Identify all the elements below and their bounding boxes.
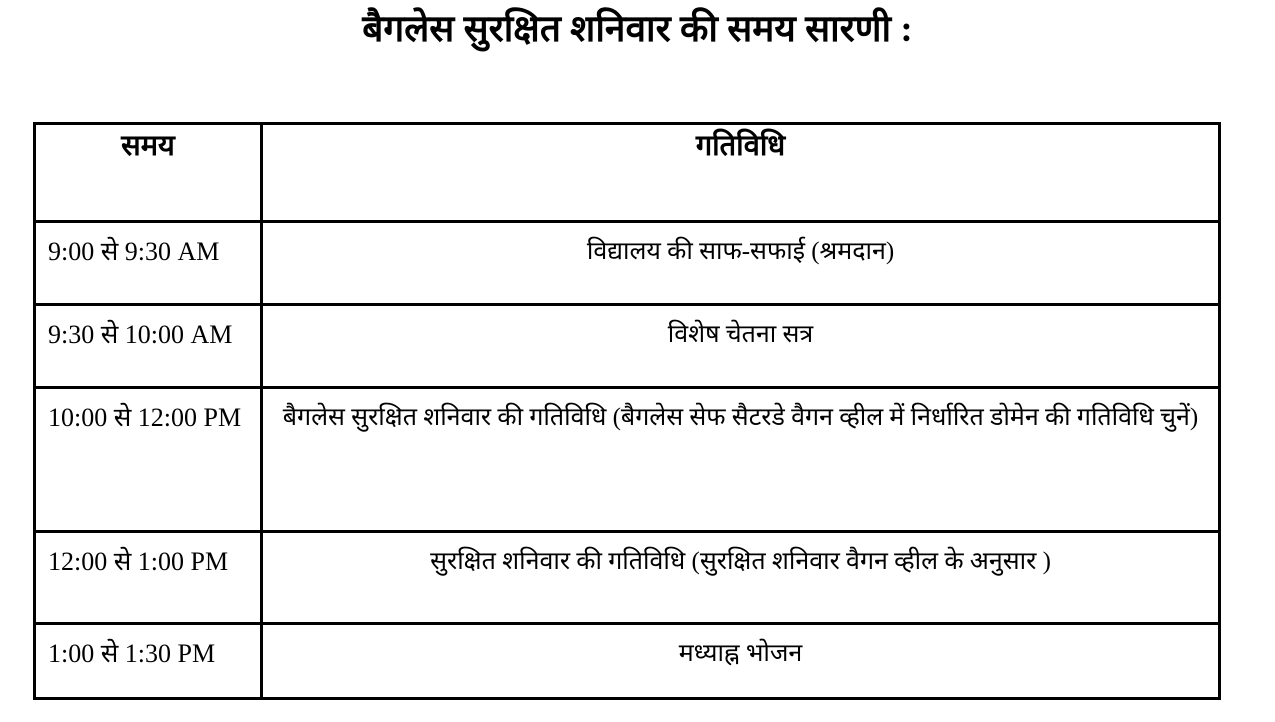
- column-header-time: समय: [35, 124, 262, 222]
- table-row: [35, 305, 1220, 388]
- activity-cell: सुरक्षित शनिवार की गतिविधि (सुरक्षित शनिवार वैगन व्हील के अनुसार ): [262, 532, 1220, 624]
- time-cell: 10:00 से 12:00 PM: [35, 388, 262, 532]
- timetable-header-row: [35, 124, 1220, 222]
- table-row: [35, 222, 1220, 305]
- activity-cell: मध्याह्न भोजन: [262, 624, 1220, 699]
- activity-cell: विद्यालय की साफ-सफाई (श्रमदान): [262, 222, 1220, 305]
- table-row: [35, 624, 1220, 699]
- activity-cell: बैगलेस सुरक्षित शनिवार की गतिविधि (बैगलेस सेफ सैटरडे वैगन व्हील में निर्धारित डोमेन की गतिविधि चुनें): [262, 388, 1220, 532]
- time-cell: 9:30 से 10:00 AM: [35, 305, 262, 388]
- page-title: बैगलेस सुरक्षित शनिवार की समय सारणी :: [362, 9, 913, 50]
- activity-cell: विशेष चेतना सत्र: [262, 305, 1220, 388]
- time-cell: 1:00 से 1:30 PM: [35, 624, 262, 699]
- table-row: [35, 532, 1220, 624]
- column-header-activity: गतिविधि: [262, 124, 1220, 222]
- time-cell: 9:00 से 9:30 AM: [35, 222, 262, 305]
- timetable: [33, 122, 1221, 700]
- table-row: [35, 388, 1220, 532]
- time-cell: 12:00 से 1:00 PM: [35, 532, 262, 624]
